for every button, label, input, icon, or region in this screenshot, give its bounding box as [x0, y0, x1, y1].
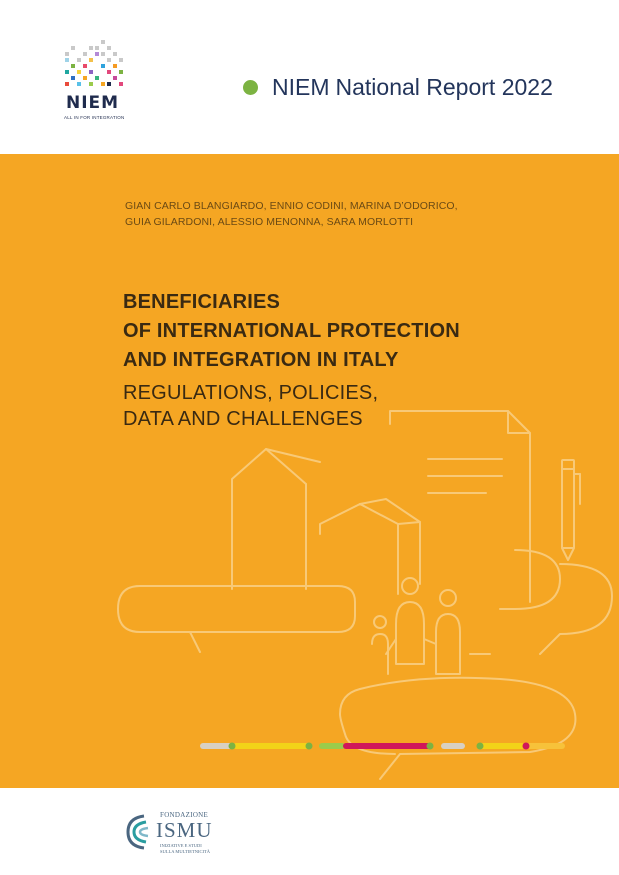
report-title-text: National Report 2022: [335, 74, 553, 100]
authors-line: GIAN CARLO BLANGIARDO, ENNIO CODINI, MARINA D’ODORICO,: [125, 200, 458, 212]
title-block: [123, 288, 603, 432]
cover-subtitle: [123, 380, 603, 432]
cover-title-line: OF INTERNATIONAL PROTECTION: [123, 320, 460, 342]
cover-header: [0, 0, 619, 154]
ismu-tagline: [160, 843, 220, 855]
ismu-tagline-line: SULLA MULTIETNICITÀ: [160, 849, 210, 854]
niem-logo: [63, 38, 127, 124]
ismu-logo: [122, 808, 242, 858]
illustration-icon: [0, 154, 619, 788]
authors-line: GUIA GILARDONI, ALESSIO MENONNA, SARA MORLOTTI: [125, 216, 414, 228]
cover-subtitle-line: DATA AND CHALLENGES: [123, 408, 363, 430]
ismu-swirl-icon: [122, 810, 156, 854]
cover-main: [0, 154, 619, 788]
cover-footer: [0, 788, 619, 875]
cover-title: [123, 288, 603, 375]
report-title: [243, 74, 553, 101]
niem-logo-text: NIEM: [66, 93, 120, 113]
cover-title-line: AND INTEGRATION IN ITALY: [123, 349, 399, 371]
cover-title-line: BENEFICIARIES: [123, 291, 281, 313]
niem-logo-mosaic-icon: [63, 38, 127, 93]
niem-logo-tagline: ALL IN FOR INTEGRATION: [64, 115, 125, 120]
authors: [125, 198, 545, 230]
ismu-fondazione: FONDAZIONE: [160, 811, 209, 819]
green-dot-icon: [243, 80, 258, 95]
ismu-name: ISMU: [156, 818, 213, 842]
report-brand: NIEM: [272, 74, 330, 100]
cover-subtitle-line: REGULATIONS, POLICIES,: [123, 382, 379, 404]
ismu-tagline-line: INIZIATIVE E STUDI: [160, 843, 202, 848]
